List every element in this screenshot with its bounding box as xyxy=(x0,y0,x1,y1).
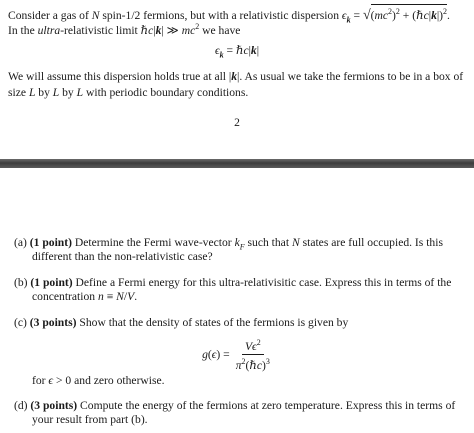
question-b-line-2: concentration n ≡ N/V. xyxy=(32,290,138,303)
page-divider xyxy=(0,159,474,168)
density-of-states-equation: g(ϵ) = $\frac{V\epsilon^2}{\pi^2(\hbar c)^3}$ xyxy=(202,338,270,372)
question-d-line-1: (d) (3 points) Compute the energy of the fermions at zero temperature. Express this in terms of xyxy=(14,399,456,412)
assumption-line-1: We will assume this dispersion holds true at all |k|. As usual we take the fermions to be in a box of xyxy=(8,70,464,83)
question-d-line-2: your result from part (b). xyxy=(32,413,148,426)
assumption-line-2: size L by L by L with periodic boundary conditions. xyxy=(8,86,249,99)
dispersion-equation: $\epsilon_k$ = ℏc|k| xyxy=(214,44,260,60)
problem-intro-line-1: Consider a gas of N spin-1/2 fermions, but with a relativistic dispersion $\epsilon_k = √(mc^2)^2$ + (ℏc|k|)$^2$. xyxy=(8,4,450,27)
page-number: 2 xyxy=(234,116,240,129)
question-b-line-1: (b) (1 point) Define a Fermi energy for this ultra-relativisitic case. Express this in terms of the xyxy=(14,276,452,289)
question-c-line-1: (c) (3 points) Show that the density of states of the fermions is given by xyxy=(14,316,349,329)
question-a-line-1: (a) (1 point) Determine the Fermi wave-vector $k_F$ such that N states are full occupied. Is this xyxy=(14,236,443,252)
problem-intro-line-2: In the ultra-relativistic limit ℏc|k| ≫ $mc^2$ we have xyxy=(8,22,241,37)
question-c-line-2: for ϵ > 0 and zero otherwise. xyxy=(32,374,165,387)
question-a-line-2: different than the non-relativistic case? xyxy=(32,250,213,263)
